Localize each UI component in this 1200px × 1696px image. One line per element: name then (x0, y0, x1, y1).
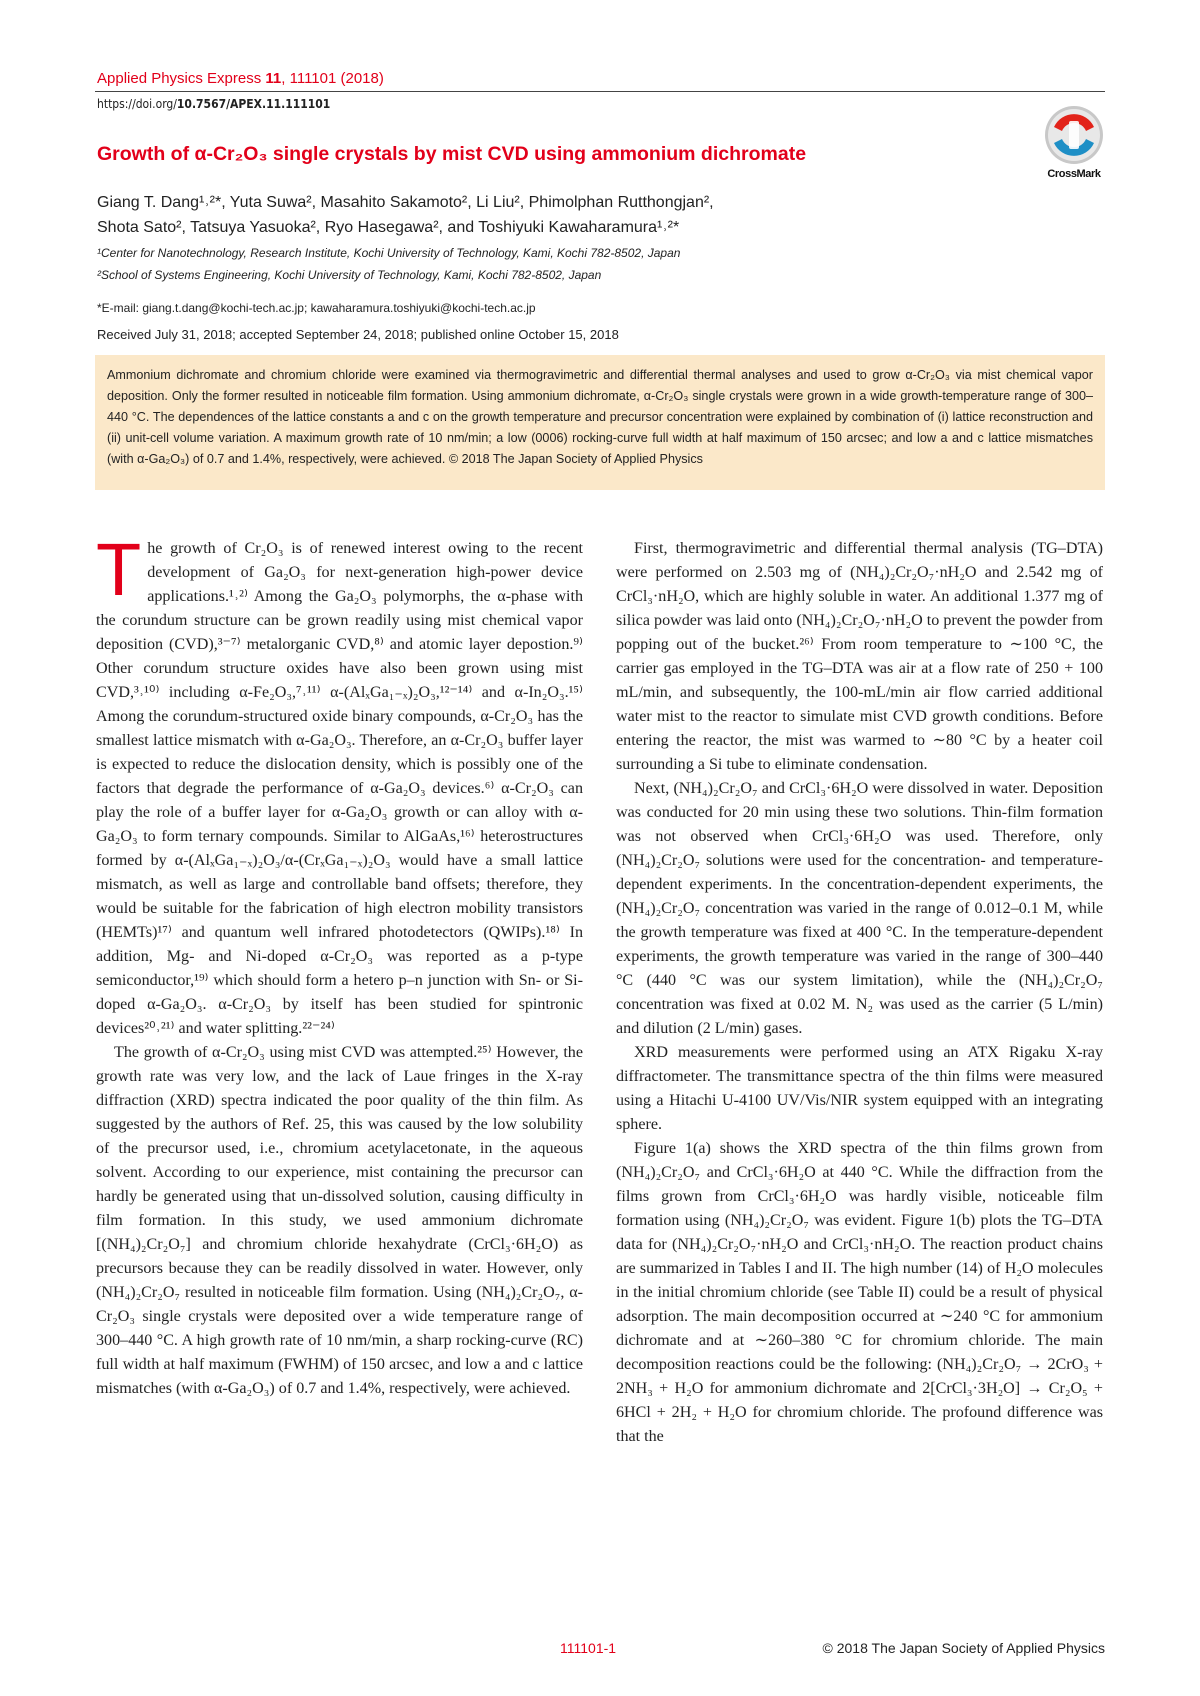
abstract-box: Ammonium dichromate and chromium chloride were examined via thermogravimetric and differential thermal analyses and used to grow α-Cr₂O₃ via mist chemical vapor deposition. Only the former resulted in noticeable film formation. Using ammonium dichromate, α-Cr₂O₃ single crystals were grown in a wide growth-temperature range of 300–440 °C. The dependences of the lattice constants a and c on the growth temperature and precursor concentration were explained by combination of (i) lattice reconstruction and (ii) unit-cell volume variation. A maximum growth rate of 10 nm/min; a low (0006) rocking-curve full width at half maximum of 150 arcsec; and low a and c lattice mismatches (with α-Ga₂O₃) of 0.7 and 1.4%, respectively, were achieved. © 2018 The Japan Society of Applied Physics (95, 355, 1105, 490)
page-number: 111101-1 (560, 1640, 617, 1656)
paragraph: First, thermogravimetric and differential thermal analysis (TG–DTA) were performed on 2.503 mg of (NH₄)₂Cr₂O₇·nH₂O and 2.542 mg of CrCl₃·nH₂O, which are highly soluble in water. An additional 1.377 mg of silica powder was laid onto (NH₄)₂Cr₂O₇·nH₂O to prevent the powder from popping out of the bucket.²⁶⁾ From room temperature to ∼100 °C, the carrier gas employed in the TG–DTA was air at a flow rate of 250 + 100 mL/min, and subsequently, the 100-mL/min air flow carried additional water mist to the reactor to simulate mist CVD growth conditions. Before entering the reactor, the mist was warmed to ∼80 °C by a heater coil surrounding a Si tube to eliminate condensation. (616, 540, 1103, 773)
doi-prefix: https://doi.org/ (97, 97, 177, 111)
authors-line-1: Giang T. Dang¹˒²*, Yuta Suwa², Masahito Sakamoto², Li Liu², Phimolphan Rutthongjan², (97, 194, 714, 211)
crossmark-label: CrossMark (1047, 168, 1101, 180)
intro-text: he growth of Cr₂O₃ is of renewed interest owing to the recent development of Ga₂O₃ for next-generation high-power device applications.¹˒²⁾ Among the Ga₂O₃ polymorphs, the α-phase with the corundum structure can be grown readily using mist chemical vapor deposition (CVD),³⁻⁷⁾ metalorganic CVD,⁸⁾ and atomic layer depostion.⁹⁾ Other corundum structure oxides have also been grown using mist CVD,³˒¹⁰⁾ including α-Fe₂O₃,⁷˒¹¹⁾ α-(AlₓGa₁₋ₓ)₂O₃,¹²⁻¹⁴⁾ and α-In₂O₃.¹⁵⁾ Among the corundum-structured oxide binary compounds, α-Cr₂O₃ has the smallest lattice mismatch with α-Ga₂O₃. Therefore, an α-Cr₂O₃ buffer layer is expected to reduce the dislocation density, which is possibly one of the factors that degrade the performance of α-Ga₂O₃ devices.⁶⁾ α-Cr₂O₃ can play the role of a buffer layer for α-Ga₂O₃ growth or can alloy with α-Ga₂O₃ to form ternary compounds. Similar to AlGaAs,¹⁶⁾ heterostructures formed by α-(AlₓGa₁₋ₓ)₂O₃/α-(CrₓGa₁₋ₓ)₂O₃ would have a small lattice mismatch, as well as large and controllable band offsets; therefore, they would be suitable for the fabrication of high electron mobility transistors (HEMTs)¹⁷⁾ and quantum well infrared photodetectors (QWIPs).¹⁸⁾ In addition, Mg- and Ni-doped α-Cr₂O₃ was reported as a p-type semiconductor,¹⁹⁾ which should form a hetero p–n junction with Sn- or Si-doped α-Ga₂O₃. α-Cr₂O₃ by itself has been studied for spintronic devices²⁰˒²¹⁾ and water splitting.²²⁻²⁴⁾ (96, 540, 583, 1037)
drop-cap: T (96, 528, 142, 611)
affiliation-1: ¹Center for Nanotechnology, Research Institute, Kochi University of Technology, Kami, Kochi 782-8502, Japan (97, 246, 681, 260)
article-number: 111101 (2018) (289, 70, 384, 87)
footer-copyright: © 2018 The Japan Society of Applied Physics (822, 1640, 1105, 1656)
journal-volume: 11 (265, 70, 282, 87)
authors-line-2: Shota Sato², Tatsuya Yasuoka², Ryo Hasegawa², and Toshiyuki Kawaharamura¹˒²* (97, 219, 680, 236)
paragraph: The growth of α-Cr₂O₃ using mist CVD was attempted.²⁵⁾ However, the growth rate was very low, and the lack of Laue fringes in the X-ray diffraction (XRD) spectra indicated the poor quality of the thin film. As suggested by the authors of Ref. 25, this was caused by the low solubility of the precursor used, i.e., chromium acetylacetonate, in the aqueous solvent. According to our experience, mist containing the precursor can hardly be generated using that un-dissolved solution, causing difficulty in film formation. In this study, we used ammonium dichromate [(NH₄)₂Cr₂O₇] and chromium chloride hexahydrate (CrCl₃·6H₂O) as precursors because they can be readily dissolved in water. However, only (NH₄)₂Cr₂O₇ resulted in noticeable film formation. Using (NH₄)₂Cr₂O₇, α-Cr₂O₃ single crystals were deposited over a wide temperature range of 300–440 °C. A high growth rate of 10 nm/min, a sharp rocking-curve (RC) full width at half maximum (FWHM) of 150 arcsec, and low a and c lattice mismatches (with α-Ga₂O₃) of 0.7 and 1.4%, respectively, were achieved. (96, 1044, 583, 1397)
publication-dates: Received July 31, 2018; accepted September 24, 2018; published online October 15, 2018 (97, 327, 619, 342)
body-column-right (616, 537, 1103, 1449)
journal-name: Applied Physics Express (97, 70, 262, 87)
body-column-left (96, 528, 583, 1401)
journal-citation: Applied Physics Express 11, 111101 (2018) (97, 70, 384, 87)
paragraph: XRD measurements were performed using an ATX Rigaku X-ray diffractometer. The transmittance spectra of the thin films were measured using a Hitachi U-4100 UV/Vis/NIR system equipped with an integrating sphere. (616, 1044, 1103, 1133)
corresponding-email: *E-mail: giang.t.dang@kochi-tech.ac.jp; kawaharamura.toshiyuki@kochi-tech.ac.jp (97, 301, 536, 315)
intro-paragraph (96, 528, 583, 1041)
doi-link[interactable] (97, 97, 330, 111)
header-rule (95, 91, 1105, 92)
author-list (97, 190, 997, 240)
paragraph: Figure 1(a) shows the XRD spectra of the thin films grown from (NH₄)₂Cr₂O₇ and CrCl₃·6H₂O at 440 °C. While the diffraction from the films grown from CrCl₃·6H₂O was hardly visible, noticeable film formation using (NH₄)₂Cr₂O₇ was evident. Figure 1(b) plots the TG–DTA data for (NH₄)₂Cr₂O₇·nH₂O and CrCl₃·nH₂O. The reaction product chains are summarized in Tables I and II. The high number (14) of H₂O molecules in the initial chromium chloride (see Table II) could be a result of physical adsorption. The main decomposition occurred at ∼240 °C for ammonium dichromate and at ∼260–380 °C for chromium chloride. The main decomposition reactions could be the following: (NH₄)₂Cr₂O₇ → 2CrO₃ + 2NH₃ + H₂O for ammonium dichromate and 2[CrCl₃·3H₂O] → Cr₂O₅ + 6HCl + 2H₂ + H₂O for chromium chloride. The profound difference was that the (616, 1140, 1103, 1445)
doi-id: 10.7567/APEX.11.111101 (176, 97, 331, 111)
affiliation-2: ²School of Systems Engineering, Kochi University of Technology, Kami, Kochi 782-8502, Japan (97, 268, 602, 282)
article-title: Growth of α-Cr₂O₃ single crystals by mist CVD using ammonium dichromate (97, 143, 807, 165)
paragraph: Next, (NH₄)₂Cr₂O₇ and CrCl₃·6H₂O were dissolved in water. Deposition was conducted for 20 min using these two solutions. Thin-film formation was not observed when CrCl₃·6H₂O was used. Therefore, only (NH₄)₂Cr₂O₇ solutions were used for the concentration- and temperature-dependent experiments. In the concentration-dependent experiments, the (NH₄)₂Cr₂O₇ concentration was varied in the range of 0.012–0.1 M, while the growth temperature was fixed at 400 °C. In the temperature-dependent experiments, the growth temperature was varied in the range of 300–440 °C (440 °C was our system limitation), while the (NH₄)₂Cr₂O₇ concentration was fixed at 0.02 M. N₂ was used as the carrier (5 L/min) and dilution (2 L/min) gases. (616, 780, 1103, 1037)
